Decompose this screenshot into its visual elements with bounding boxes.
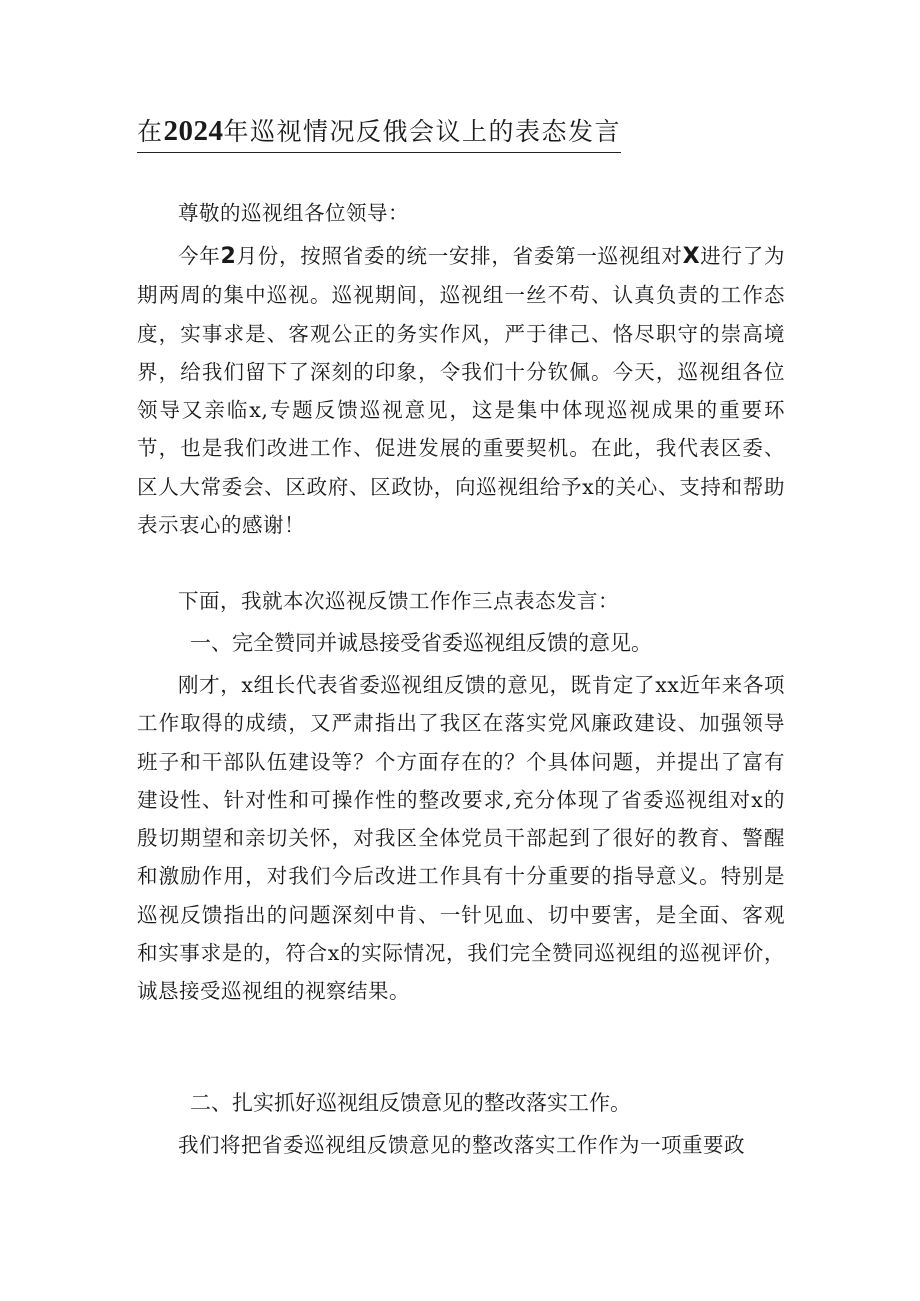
title-year: 2024 (163, 115, 224, 147)
p1-month: 2 (220, 244, 237, 269)
paragraph-opening (137, 237, 785, 544)
greeting: 尊敬的巡视组各位领导： (178, 201, 409, 225)
title-prefix: 在 (137, 117, 164, 146)
document-title (137, 113, 621, 153)
title-suffix: 年巡视情况反俄会议上的表态发言 (223, 117, 622, 146)
section-heading-1: 一、完全赞同并诚恳接受省委巡视组反馈的意见。 (190, 631, 652, 655)
p1-x: X (682, 244, 701, 269)
paragraph-section-1: 刚才，x组长代表省委巡视组反馈的意见，既肯定了xx近年来各项工作取得的成绩，又严肃指出了我区在落实党风廉政建设、加强领导班子和干部队伍建设等？个方面存在的？个具体问题，并提出了富有建设性、针对性和可操作性的整改要求,充分体现了省委巡视组对x的殷切期望和亲切关怀，对我区全体党员干部起到了很好的教育、警醒和激励作用，对我们今后改进工作具有十分重要的指导意义。特别是巡视反馈指出的问题深刻中肯、一针见血、切中要害，是全面、客观和实事求是的，符合x的实际情况，我们完全赞同巡视组的巡视评价，诚恳接受巡视组的视察结果。 (137, 673, 785, 1004)
paragraph-intro: 下面，我就本次巡视反馈工作作三点表态发言： (178, 589, 619, 613)
p1-part-b: 月份，按照省委的统一安排，省委第一巡视组对 (236, 244, 683, 268)
paragraph-section-2: 我们将把省委巡视组反馈意见的整改落实工作作为一项重要政 (178, 1133, 745, 1157)
section-heading-2: 二、扎实抓好巡视组反馈意见的整改落实工作。 (190, 1091, 631, 1115)
p1-part-a: 今年 (178, 244, 221, 268)
p1-part-c: 进行了为期两周的集中巡视。巡视期间，巡视组一丝不苟、认真负责的工作态度，实事求是、客观公正的务实作风，严于律己、恪尽职守的崇高境界，给我们留下了深刻的印象，令我们十分钦佩。今天，巡视组各位领导又亲临x,专题反馈巡视意见，这是集中体现巡视成果的重要环节，也是我们改进工作、促进发展的重要契机。在此，我代表区委、区人大常委会、区政府、区政协，向巡视组给予x的关心、支持和帮助表示衷心的感谢！ (137, 244, 786, 538)
